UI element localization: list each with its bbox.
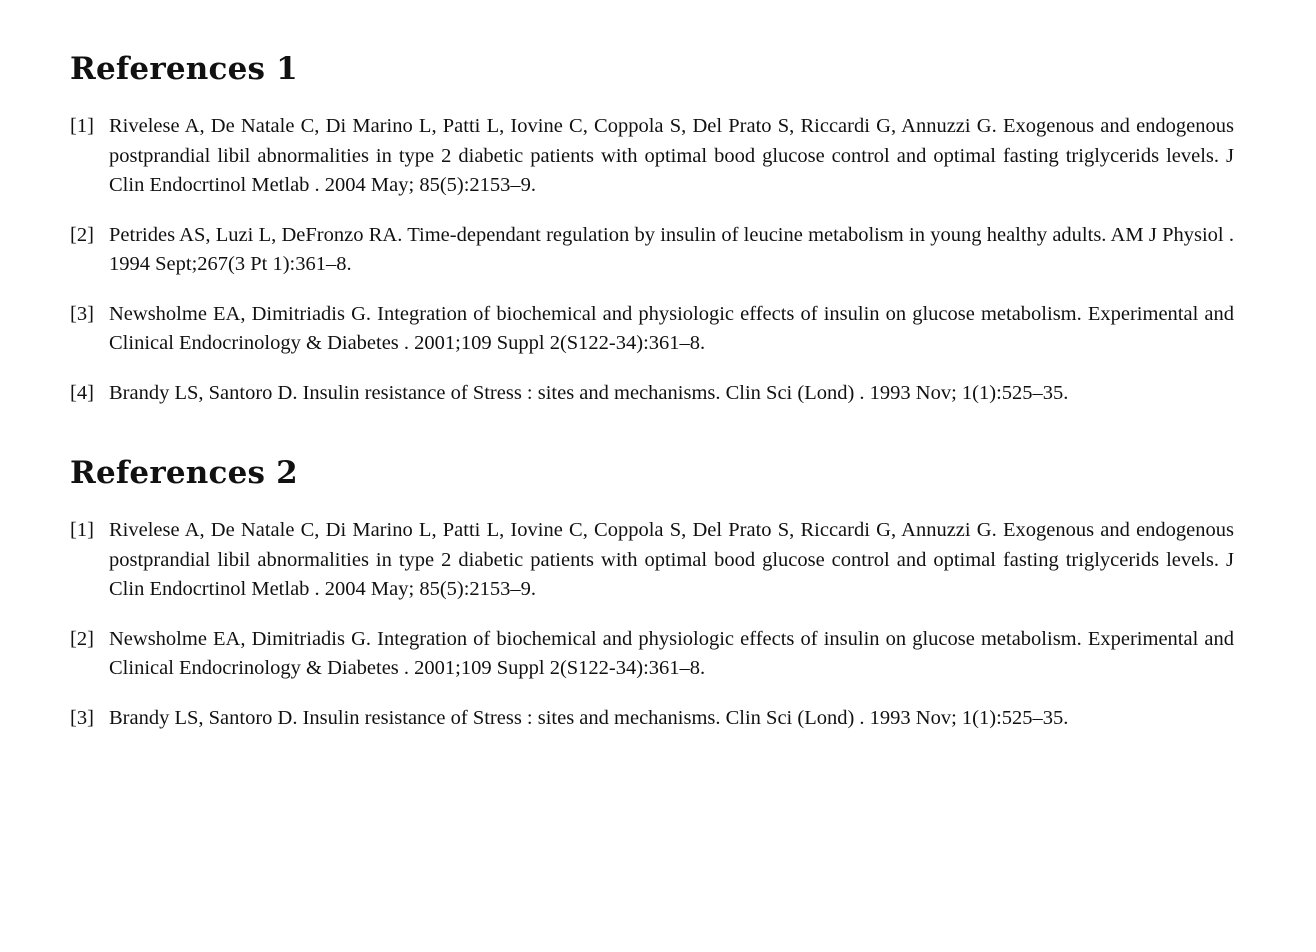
reference-item <box>70 112 1234 201</box>
reference-item <box>70 379 1234 409</box>
reference-item <box>70 221 1234 280</box>
reference-text: Brandy LS, Santoro D. Insulin resistance of Stress : sites and mechanisms. Clin Sci (Lond) . 1993 Nov; 1(1):525–35. <box>109 706 1069 729</box>
reference-number: [2] <box>70 627 94 650</box>
reference-item <box>70 300 1234 359</box>
reference-text: Brandy LS, Santoro D. Insulin resistance of Stress : sites and mechanisms. Clin Sci (Lond) . 1993 Nov; 1(1):525–35. <box>109 381 1069 404</box>
reference-text: Petrides AS, Luzi L, DeFronzo RA. Time-dependant regulation by insulin of leucine metabolism in young healthy adults. AM J Physiol . 1994 Sept;267(3 Pt 1):361–8. <box>109 223 1234 275</box>
reference-text: Newsholme EA, Dimitriadis G. Integration of biochemical and physiologic effects of insulin on glucose metabolism. Experimental and Clinical Endocrinology & Diabetes . 2001;109 Suppl 2(S122-34):361–8. <box>109 302 1234 354</box>
reference-number: [4] <box>70 381 94 404</box>
reference-text: Rivelese A, De Natale C, Di Marino L, Patti L, Iovine C, Coppola S, Del Prato S, Riccardi G, Annuzzi G. Exogenous and endogenous postprandial libil abnormalities in type 2 diabetic patients with optimal bood glucose control and optimal fasting triglycerids levels. J Clin Endocrtinol Metlab . 2004 May; 85(5):2153–9. <box>109 519 1234 600</box>
reference-list <box>70 112 1234 408</box>
reference-text: Newsholme EA, Dimitriadis G. Integration of biochemical and physiologic effects of insulin on glucose metabolism. Experimental and Clinical Endocrinology & Diabetes . 2001;109 Suppl 2(S122-34):361–8. <box>109 627 1234 679</box>
references-section-2 <box>70 454 1234 733</box>
reference-number: [1] <box>70 115 94 137</box>
reference-item <box>70 704 1234 734</box>
reference-number: [1] <box>70 519 94 541</box>
reference-item <box>70 516 1234 605</box>
reference-number: [3] <box>70 302 94 325</box>
section-title: References 1 <box>70 51 298 87</box>
reference-number: [3] <box>70 706 94 729</box>
reference-item <box>70 625 1234 684</box>
references-section-1 <box>70 50 1234 408</box>
reference-number: [2] <box>70 223 94 246</box>
section-title: References 2 <box>70 455 298 491</box>
document-page <box>70 50 1234 779</box>
reference-list <box>70 516 1234 733</box>
reference-text: Rivelese A, De Natale C, Di Marino L, Patti L, Iovine C, Coppola S, Del Prato S, Riccardi G, Annuzzi G. Exogenous and endogenous postprandial libil abnormalities in type 2 diabetic patients with optimal bood glucose control and optimal fasting triglycerids levels. J Clin Endocrtinol Metlab . 2004 May; 85(5):2153–9. <box>109 115 1234 196</box>
